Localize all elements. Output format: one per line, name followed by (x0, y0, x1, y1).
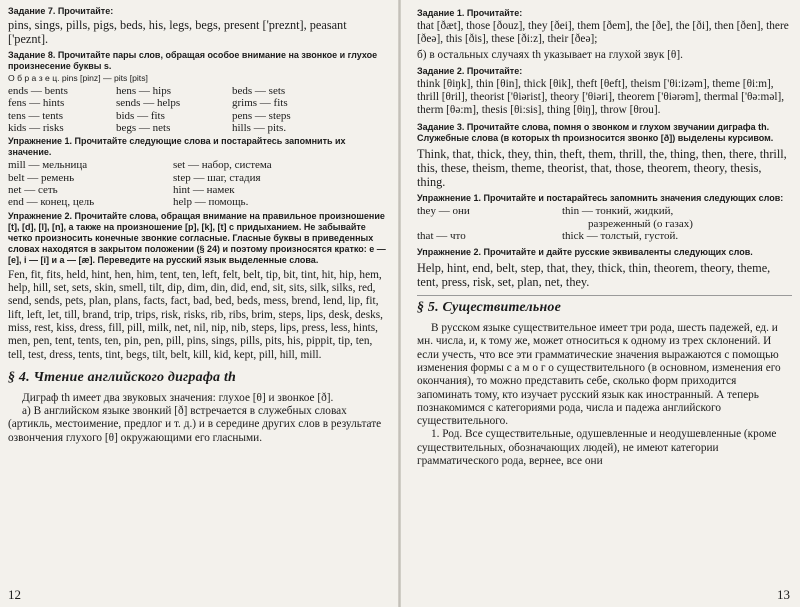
task2-words: think [θiŋk], thin [θin], thick [θik], theft [θeft], theism ['θi:izəm], theme [θi:m], thrill [θril], theorist ['θiərist], theory ['θiəri], theorem ['θiərəm], thermal ['θə:məl], therm [θə:m], thesis [θi:sis], thing [θiŋ], throw [θrou]. (417, 77, 785, 117)
vocab-row (417, 230, 693, 242)
pairs-row (8, 97, 342, 109)
task3-title: Задание 3. Прочитайте слова, помня о звонком и глухом звучании диграфа th. Служебные слова (в которых th произносится звонко [ð]) выделены курсивом. (417, 121, 774, 143)
vocab-cell: set — набор, система (173, 159, 272, 172)
pair-cell: begs — nets (116, 121, 171, 134)
vocab-row (417, 218, 693, 230)
exercise2-words: Fen, fit, fits, held, hint, hen, him, tent, ten, left, felt, belt, tip, bit, tint, hit, hip, hem, help, hill, set, sets, skin, smell, tilt, dip, dim, din, did, end, sit, sits, silk, silks, red, send, sends, pets, plan, plans, facts, fact, bad, bed, beds, mess, brend, lend, lip, fit, lift, left, let, till, brand, trip, trips, risk, risks, rib, ribs, brim, steps, lips, desk, desks, miss, rest, kiss, dress, fill, pill, milk, net, nil, nip, nib, steps, lips, press, less, hints, men, pen, tent, tents, ten, pin, pen, pill, pins, sings, pills, pits, his, pippit, tip, ten, tell, test, dress, tents, tint, begs, tilt, belt, kill, kid, kept, pill, hill, mill. (8, 268, 383, 361)
section-divider (417, 295, 792, 296)
section5-title: § 5. Существительное (417, 300, 562, 316)
task7-title: Задание 7. Прочитайте: (8, 6, 114, 16)
vocab-row (8, 159, 272, 171)
exercise2-title-right: Упражнение 2. Прочитайте и дайте русские эквиваленты следующих слов. (417, 246, 753, 257)
pair-cell: kids — risks (8, 121, 64, 134)
vocab-row (8, 196, 272, 208)
vocab-cell: end — конец, цель (8, 196, 95, 209)
section4-title: § 4. Чтение английского диграфа th (8, 369, 237, 385)
task8-title: Задание 8. Прочитайте пары слов, обращая особое внимание на звонкое и глухое произнесение буквы s. (8, 50, 378, 72)
vocab-cell: разреженный (о газах) (588, 217, 693, 230)
task1-words: that [ðæt], those [ðouz], they [ðei], them [ðem], the [ðe], the [ði], then [ðen], there [ðeə], this [ðis], these [ði:z], their [ðeə]; (417, 20, 789, 46)
right-page (401, 0, 800, 607)
task1-title: Задание 1. Прочитайте: (417, 8, 523, 18)
section4-paragraph1: Диграф th имеет два звуковых значения: глухое [θ] и звонкое [ð]. (22, 391, 334, 404)
pairs-row (8, 110, 342, 122)
section5-paragraph2: 1. Род. Все существительные, одушевленные и неодушевленные (кроме существительных, обозначающих людей), не имеют категории грамматического рода, вернее, все они (417, 428, 777, 467)
pair-cell: hens — hips (116, 84, 171, 97)
task8-sample: О б р а з е ц. pins [pinz] — pits [pits] (8, 73, 148, 84)
vocab-table-right (417, 205, 693, 242)
pair-cell: beds — sets (232, 84, 286, 97)
task3-words: Think, that, thick, they, thin, theft, them, thrill, the, thing, then, there, thrill, this, these, theism, theme, theorist, that, those, theorem, theory, thesis, thing. (417, 146, 787, 190)
pair-cell: grims — fits (232, 97, 288, 110)
pairs-table (8, 85, 342, 134)
vocab-cell: belt — ремень (8, 171, 75, 184)
vocab-row (8, 172, 272, 184)
pair-cell: hills — pits. (232, 121, 287, 134)
vocab-row (417, 205, 693, 217)
vocab-cell: thick — толстый, густой. (562, 230, 679, 243)
section4-paragraph2: а) В английском языке звонкий [ð] встречается в служебных словах (артикль, местоимение, предлог и т. д.) и в середине других слов в результате озвончения глухого [θ] окружающими его гласными. (8, 405, 382, 444)
pair-cell: fens — hints (8, 97, 65, 110)
vocab-cell: thin — тонкий, жидкий, (562, 205, 674, 218)
pair-cell: sends — helps (116, 97, 181, 110)
exercise2-title: Упражнение 2. Прочитайте слова, обращая внимание на правильное произношение [t], [d], [l], [n], а также на произношение [p], [k], [t] с придыханием. Не забывайте четко произносить конечные звонкие согласные. Гласные буквы в приведенных словах находятся в закрытом положении (§ 24) и поэтому произносятся кратко: е — [e], i — [i] и а — [æ]. Переведите на русский язык выделенные слова. (8, 210, 386, 265)
vocab-cell: help — помощь. (173, 196, 249, 209)
task7-words: pins, sings, pills, pigs, beds, his, legs, begs, present ['preznt], peasant ['peznt]. (8, 18, 347, 47)
exercise2-words-right: Help, hint, end, belt, step, that, they, thick, thin, theorem, theory, theme, tent, press, risk, set, plan, net, they. (417, 260, 771, 289)
vocab-cell: they — они (417, 205, 470, 218)
vocab-cell: step — шаг, стадия (173, 171, 261, 184)
page-number-right: 13 (777, 587, 790, 602)
task2-title: Задание 2. Прочитайте: (417, 65, 523, 76)
section5-paragraph1: В русском языке существительное имеет три рода, шесть падежей, ед. и мн. числа, и, к тому же, может относиться к одному из трех склонений. И если учесть, что все эти грамматические значения выражаются с помощью изменения формы с а м о г о существительного (в основном, изменения его окончания), то можно представить себе, сколько форм приходится запоминать тому, кто изучает русский язык как иностранный. А теперь познакомимся с категориями рода, числа и падежа английского существительного. (417, 322, 781, 428)
vocab-cell (417, 218, 562, 230)
pair-cell: bids — fits (116, 109, 165, 122)
vocab-cell: mill — мельница (8, 159, 88, 172)
vocab-row (8, 184, 272, 196)
exercise1-title-right: Упражнение 1. Прочитайте и постарайтесь запомнить значения следующих слов: (417, 193, 784, 204)
vocab-cell: net — сеть (8, 183, 58, 196)
exercise1-title: Упражнение 1. Прочитайте следующие слова и постарайтесь запомнить их значение. (8, 136, 346, 158)
page-number-left: 12 (8, 587, 21, 602)
task1-note: б) в остальных случаях th указывает на глухой звук [θ]. (417, 48, 683, 61)
pair-cell: ends — bents (8, 84, 68, 97)
vocab-cell: that — что (417, 230, 466, 243)
left-page (0, 0, 399, 607)
pairs-row (8, 122, 342, 134)
vocab-table (8, 159, 272, 209)
pair-cell: tens — tents (8, 109, 63, 122)
pair-cell: pens — steps (232, 109, 291, 122)
pairs-row (8, 85, 342, 97)
vocab-cell: hint — намек (173, 183, 235, 196)
